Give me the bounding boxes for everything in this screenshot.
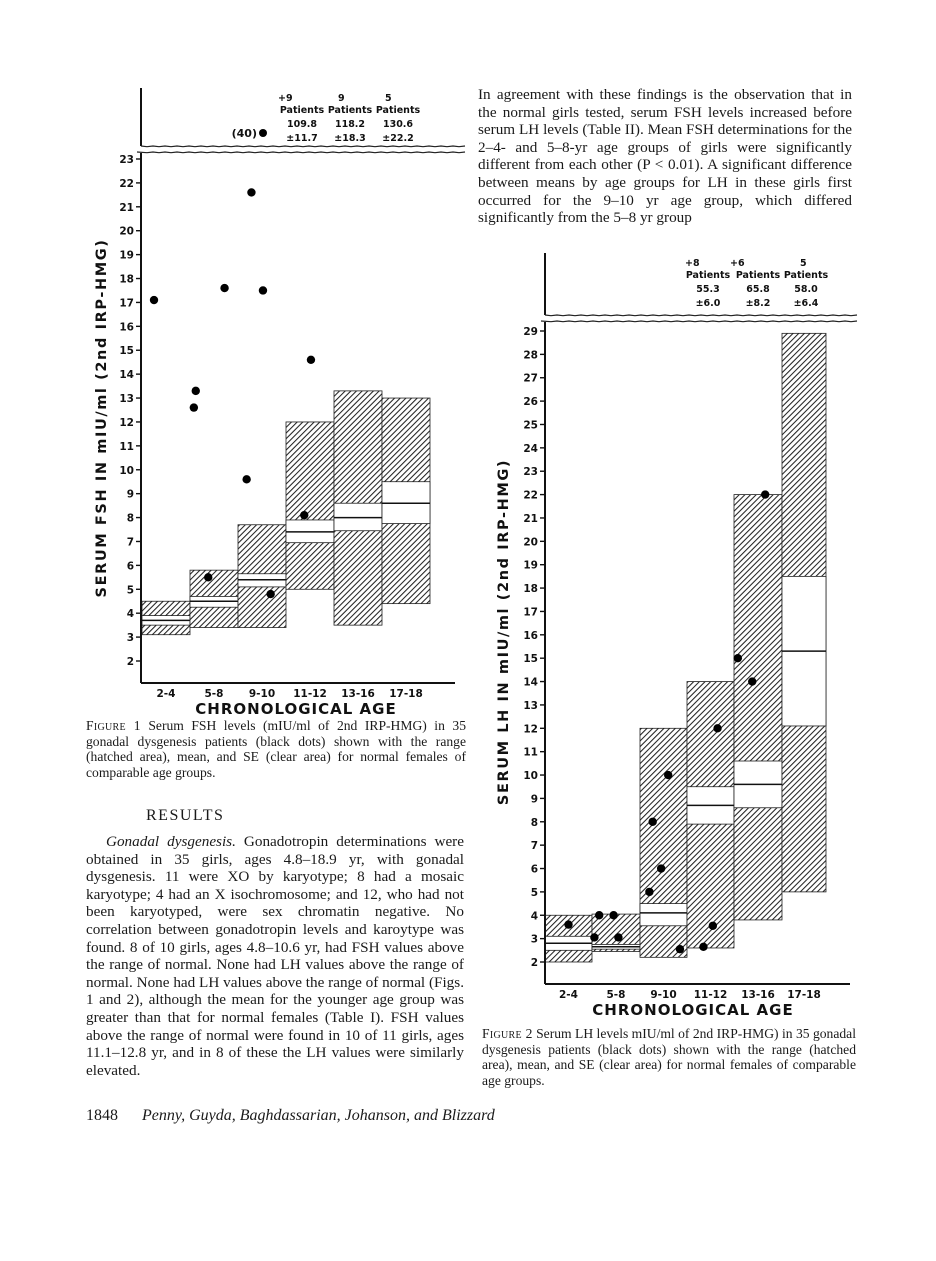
y-tick-label: 8 bbox=[530, 816, 538, 829]
off-scale-annotation: ±6.4 bbox=[793, 298, 819, 309]
y-tick-label: 5 bbox=[530, 886, 538, 899]
y-tick-label: 17 bbox=[523, 606, 538, 619]
off-scale-annotation: ±8.2 bbox=[745, 298, 771, 309]
patient-data-point bbox=[657, 864, 665, 872]
y-tick-label: 7 bbox=[126, 536, 134, 549]
off-scale-annotation: 55.3 bbox=[696, 284, 720, 295]
y-tick-label: 11 bbox=[119, 440, 134, 453]
y-axis-title: SERUM LH IN mIU/ml (2nd IRP-HMG) bbox=[496, 458, 512, 806]
x-tick-label: 9-10 bbox=[650, 989, 677, 1001]
off-scale-annotation: Patients bbox=[783, 270, 829, 281]
figure-2-caption-text: Serum LH levels mIU/ml of 2nd IRP-HMG) in 35 gonadal dysgenesis patients (black dots) shown with the range (hatched area), mean, and SE (clear area) for normal females of comparable age groups. bbox=[482, 1026, 856, 1088]
off-scale-annotation: Patients bbox=[279, 105, 325, 116]
axis-break-line bbox=[545, 315, 857, 316]
patient-data-point bbox=[709, 922, 717, 930]
y-tick-label: 22 bbox=[523, 489, 538, 502]
y-tick-label: 22 bbox=[119, 177, 134, 190]
y-tick-label: 13 bbox=[523, 699, 538, 712]
off-scale-annotation: 9 bbox=[338, 93, 345, 104]
y-tick-label: 4 bbox=[530, 910, 538, 923]
y-tick-label: 2 bbox=[126, 656, 134, 668]
patient-data-point bbox=[590, 933, 598, 941]
results-heading: RESULTS bbox=[146, 807, 225, 824]
y-tick-label: 8 bbox=[126, 512, 134, 525]
y-tick-label: 6 bbox=[126, 560, 134, 573]
y-tick-label: 23 bbox=[119, 154, 134, 166]
y-tick-label: 20 bbox=[523, 536, 538, 549]
y-tick-label: 24 bbox=[523, 442, 538, 455]
off-scale-annotation: 5 bbox=[800, 258, 807, 269]
patient-data-point bbox=[645, 888, 653, 896]
y-tick-label: 9 bbox=[530, 793, 538, 806]
y-tick-label: 25 bbox=[523, 419, 538, 432]
off-scale-annotation: 109.8 bbox=[286, 119, 318, 130]
patient-data-point bbox=[609, 911, 617, 919]
page-footer bbox=[86, 1107, 495, 1125]
patient-data-point bbox=[664, 771, 672, 779]
patient-data-point bbox=[761, 490, 769, 498]
off-scale-annotation: Patients bbox=[735, 270, 781, 281]
y-tick-label: 9 bbox=[126, 488, 134, 501]
x-tick-label: 2-4 bbox=[156, 688, 176, 700]
y-tick-label: 27 bbox=[523, 372, 538, 385]
off-scale-annotation: +8 bbox=[685, 258, 700, 269]
patient-data-point bbox=[595, 911, 603, 919]
x-tick-label: 5-8 bbox=[204, 688, 224, 700]
y-tick-label: 21 bbox=[523, 512, 538, 525]
y-tick-label: 19 bbox=[119, 249, 134, 262]
y-tick-label: 19 bbox=[523, 559, 538, 572]
y-tick-label: 15 bbox=[119, 345, 134, 358]
y-tick-label: 11 bbox=[523, 746, 538, 759]
y-tick-label: 12 bbox=[523, 723, 538, 736]
off-scale-annotation: ±22.2 bbox=[382, 133, 414, 144]
patient-data-point bbox=[734, 654, 742, 662]
page-number: 1848 bbox=[86, 1107, 118, 1124]
off-scale-annotation: 130.6 bbox=[382, 119, 414, 130]
figure-2-caption bbox=[482, 1026, 856, 1088]
y-tick-label: 3 bbox=[126, 632, 134, 645]
y-tick-label: 10 bbox=[523, 770, 538, 783]
x-tick-label: 11-12 bbox=[293, 688, 327, 700]
off-scale-annotation: ±6.0 bbox=[695, 298, 721, 309]
x-tick-label: 17-18 bbox=[389, 688, 423, 700]
y-tick-label: 18 bbox=[523, 583, 538, 596]
figure-2-label: Figure 2 bbox=[482, 1026, 533, 1041]
y-tick-label: 3 bbox=[530, 933, 538, 946]
off-scale-annotation: 65.8 bbox=[746, 284, 770, 295]
y-tick-label: 16 bbox=[523, 629, 538, 642]
patient-data-point bbox=[614, 933, 622, 941]
x-tick-label: 11-12 bbox=[693, 989, 728, 1001]
off-scale-annotation: ±11.7 bbox=[286, 133, 318, 144]
x-tick-label: 5-8 bbox=[606, 989, 626, 1001]
y-tick-label: 12 bbox=[119, 416, 134, 429]
off-scale-annotation: 5 bbox=[385, 93, 392, 104]
y-tick-label: 29 bbox=[523, 326, 538, 338]
y-tick-label: 14 bbox=[523, 676, 538, 689]
patient-data-point bbox=[676, 945, 684, 953]
y-tick-label: 14 bbox=[119, 369, 134, 382]
figure-1-label: Figure 1 bbox=[86, 718, 141, 733]
y-tick-label: 4 bbox=[126, 608, 134, 621]
off-scale-annotation: +9 bbox=[278, 93, 293, 104]
y-tick-label: 16 bbox=[119, 321, 134, 334]
results-lead: Gonadal dysgenesis. bbox=[106, 833, 236, 850]
off-scale-annotation: 58.0 bbox=[794, 284, 818, 295]
off-scale-annotation: +6 bbox=[730, 258, 745, 269]
off-scale-annotation: ±18.3 bbox=[334, 133, 366, 144]
y-axis-title: SERUM FSH IN mIU/ml (2nd IRP-HMG) bbox=[94, 238, 110, 598]
figure-1-caption-text: Serum FSH levels (mIU/ml of 2nd IRP-HMG) in 35 gonadal dysgenesis patients (black dots) shown with the range (hatched area), mean, and SE (clear area) for normal females of comparable age groups. bbox=[86, 718, 466, 780]
y-tick-label: 2 bbox=[530, 957, 538, 969]
chart-plot-area bbox=[496, 253, 857, 1019]
standard-error-clear bbox=[640, 904, 687, 926]
y-tick-label: 20 bbox=[119, 225, 134, 238]
figure-1-caption bbox=[86, 718, 466, 780]
y-tick-label: 23 bbox=[523, 466, 538, 479]
normal-range-hatched bbox=[734, 495, 782, 920]
y-tick-label: 21 bbox=[119, 201, 134, 214]
x-tick-label: 2-4 bbox=[559, 989, 578, 1001]
x-tick-label: 13-16 bbox=[741, 989, 775, 1001]
patient-data-point bbox=[748, 677, 756, 685]
off-scale-annotation: Patients bbox=[327, 105, 373, 116]
y-tick-label: 15 bbox=[523, 653, 538, 666]
off-scale-annotation: 118.2 bbox=[334, 119, 366, 130]
patient-data-point bbox=[713, 724, 721, 732]
patient-data-point bbox=[648, 818, 656, 826]
y-tick-label: 13 bbox=[119, 393, 134, 406]
off-scale-annotation: Patients bbox=[375, 105, 421, 116]
axis-break-line bbox=[541, 321, 857, 322]
results-paragraph bbox=[86, 833, 464, 1079]
x-tick-label: 9-10 bbox=[248, 688, 276, 700]
author-list: Penny, Guyda, Baghdassarian, Johanson, and Blizzard bbox=[142, 1107, 495, 1124]
patient-data-point bbox=[564, 920, 572, 928]
y-tick-label: 18 bbox=[119, 273, 134, 286]
right-column-paragraph: In agreement with these findings is the observation that in the normal girls tested, serum FSH levels increased before serum LH levels (Table II). Mean FSH determinations for the 2–4- and 5–8-yr age groups of girls were significantly different from each other (P < 0.01). A significant difference between means by age groups for LH in these girls first occurred for the 9–10 yr age group, which differed significantly from the 5–8 yr group bbox=[478, 86, 852, 227]
y-tick-label: 10 bbox=[119, 464, 134, 477]
x-axis-title: CHRONOLOGICAL AGE bbox=[592, 1001, 794, 1019]
x-axis-title: CHRONOLOGICAL AGE bbox=[195, 700, 397, 718]
x-tick-label: 13-16 bbox=[341, 688, 375, 700]
y-tick-label: 5 bbox=[126, 584, 134, 597]
y-tick-label: 28 bbox=[523, 349, 538, 362]
results-body: Gonadotropin determinations were obtained in 35 girls, ages 4.8–18.9 yr, with gonadal dysgenesis. 11 were XO by karyotype; 8 had a mosaic karyotype; 4 had an X isochromosome; and 12, who had not been karyotyped, were sex chromatin negative. No correlation between gonadotropin levels and karoytype was found. 8 of 10 girls, ages 4.8–10.6 yr, had FSH values above the range of normal. None had LH values above the range of normal. None had LH values above the range of normal (Figs. 1 and 2), although the mean for the younger age group was greater than that for normal females (Table I). FSH values above the range of normal were found in 10 of 11 girls, ages 11.1–12.8 yr, and in 8 of these the LH values were similarly elevated. bbox=[86, 833, 464, 1079]
x-tick-label: 17-18 bbox=[787, 989, 821, 1001]
y-tick-label: 7 bbox=[530, 840, 538, 853]
patient-data-point bbox=[699, 943, 707, 951]
y-tick-label: 17 bbox=[119, 297, 134, 310]
y-tick-label: 6 bbox=[530, 863, 538, 876]
off-scale-annotation: Patients bbox=[685, 270, 731, 281]
y-tick-label: 26 bbox=[523, 396, 538, 409]
off-scale-point-label: (40) bbox=[231, 127, 257, 140]
